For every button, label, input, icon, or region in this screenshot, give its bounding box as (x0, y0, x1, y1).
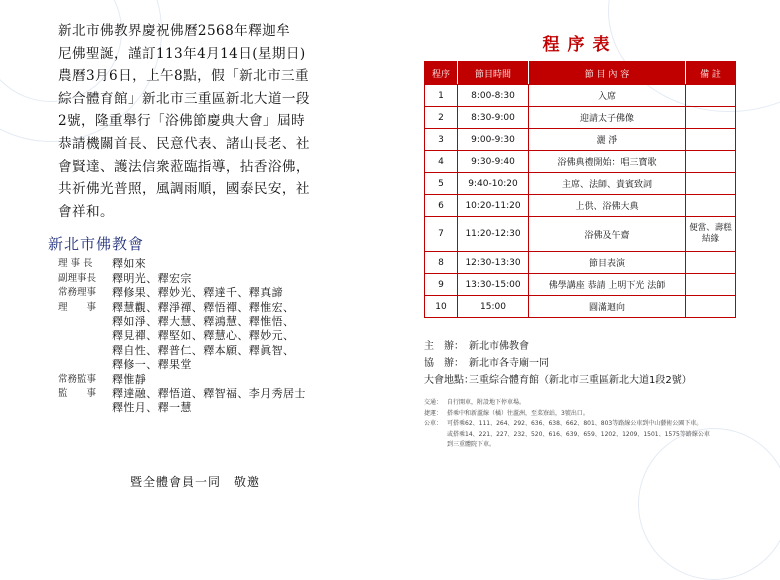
header-time: 節目時間 (458, 62, 529, 85)
info-value: 新北市各寺廟一同 (469, 358, 549, 369)
table-row (425, 252, 736, 274)
transport-mrt: 搭乘中和新蘆線（橘）往蘆洲，至菜寮站，3號出口。 (447, 409, 589, 417)
role-names: 釋如來 (112, 257, 147, 271)
info-value: 新北市佛教會 (469, 341, 529, 352)
roster-row-supervisors (58, 387, 378, 416)
cell-note (686, 173, 736, 195)
invitation-line: 共祈佛光普照，風調雨順，國泰民安，社 (58, 181, 310, 198)
cell-note (686, 129, 736, 151)
roster-row-vice-chairman (58, 272, 378, 286)
info-organizer (424, 338, 736, 355)
transport-bus-3: 到三重體院下車。 (447, 441, 496, 448)
cell-time: 15:00 (458, 296, 529, 318)
invitation-line: 農曆3月6日，上午8點，假「新北市三重 (58, 68, 310, 85)
header-step: 程序 (425, 62, 458, 85)
cell-item: 灑 淨 (529, 129, 686, 151)
role-title: 常務監事 (58, 373, 97, 385)
role-names: 釋慧觀、釋淨禪、釋悟禪、釋惟宏、 (112, 300, 295, 314)
cell-step: 10 (425, 296, 458, 318)
cell-step: 5 (425, 173, 458, 195)
table-row (425, 296, 736, 318)
mrt-label: 捷運： (424, 409, 443, 417)
table-header-row (425, 62, 736, 85)
cell-time: 10:20-11:20 (458, 195, 529, 217)
cell-time: 9:30-9:40 (458, 151, 529, 173)
roster-row-executive-supervisor (58, 373, 378, 387)
info-co-organizer (424, 355, 736, 372)
invitation-panel (48, 20, 378, 416)
officer-roster (58, 257, 378, 415)
role-names: 釋明光、釋宏宗 (112, 271, 192, 285)
cell-item: 主席、法師、貴賓致詞 (529, 173, 686, 195)
roster-row-chairman (58, 257, 378, 271)
table-row (425, 173, 736, 195)
cell-item: 迎請太子佛像 (529, 107, 686, 129)
cell-item: 入席 (529, 85, 686, 107)
info-venue (424, 372, 736, 389)
cell-time: 12:30-13:30 (458, 252, 529, 274)
cell-step: 9 (425, 274, 458, 296)
transport-bus-1: 可搭乘62、111、264、292、636、638、662、801、803等路線公車到中山藝術公園下車。 (447, 420, 703, 427)
cell-note (686, 252, 736, 274)
table-row (425, 217, 736, 252)
invitation-line: 恭請機關首長、民意代表、諸山長老、社 (58, 135, 310, 152)
role-names: 釋惟靜 (112, 372, 147, 386)
transport-bus-2: 或搭乘14、221、227、232、520、616、639、659、1202、1209、1501、1575等路線公車 (447, 430, 710, 438)
info-label: 大會地點： (424, 375, 474, 386)
closing-signature: 暨全體會員一同 敬邀 (130, 475, 261, 489)
cell-item: 浴佛典禮開始：唱三寶歌 (529, 151, 686, 173)
organization-name: 新北市佛教會 (48, 235, 145, 254)
cell-note (686, 296, 736, 318)
cell-item: 節目表演 (529, 252, 686, 274)
cell-step: 4 (425, 151, 458, 173)
cell-item: 浴佛及午齋 (529, 217, 686, 252)
cell-step: 2 (425, 107, 458, 129)
role-names: 釋修一、釋果堂 (112, 358, 192, 372)
table-row (425, 195, 736, 217)
cell-note (686, 274, 736, 296)
invitation-text (58, 20, 378, 223)
event-info (424, 338, 736, 389)
cell-note (686, 107, 736, 129)
cell-step: 3 (425, 129, 458, 151)
role-title: 常務理事 (58, 287, 97, 299)
role-title: 理 事 (58, 301, 97, 313)
role-title: 副理事長 (58, 272, 97, 284)
role-names: 釋修果、釋妙光、釋達千、釋真諦 (112, 286, 283, 300)
table-row (425, 274, 736, 296)
invitation-line: 尼佛聖誕，謹訂113年4月14日(星期日) (58, 45, 306, 62)
background-swirl-decoration (638, 428, 780, 580)
program-title: 程序表 (542, 35, 618, 55)
role-names: 釋性月、釋一慧 (112, 401, 192, 415)
table-row (425, 151, 736, 173)
header-note: 備 註 (686, 62, 736, 85)
info-value: 三重綜合體育館（新北市三重區新北大道1段2號） (469, 375, 692, 386)
cell-time: 9:00-9:30 (458, 129, 529, 151)
transport-label: 交通： (424, 399, 443, 406)
invitation-line: 會祥和。 (58, 203, 114, 220)
cell-note (686, 195, 736, 217)
invitation-line: 2號，隆重舉行「浴佛節慶典大會」屆時 (58, 113, 305, 130)
info-label: 協 辦： (424, 358, 464, 369)
table-row (425, 85, 736, 107)
role-title: 理 事 長 (58, 258, 93, 270)
cell-note (686, 85, 736, 107)
table-row (425, 129, 736, 151)
role-title: 監 事 (58, 388, 97, 399)
cell-time: 11:20-12:30 (458, 217, 529, 252)
invitation-line: 會賢達、護法信衆蒞臨指導，拈香浴佛， (58, 158, 310, 175)
role-names: 釋見禪、釋堅如、釋慧心、釋妙元、 (112, 329, 295, 343)
cell-item: 佛學講座 恭請 上明下光 法師 (529, 274, 686, 296)
role-names: 釋自性、釋普仁、釋本願、釋眞智、 (112, 343, 295, 357)
program-panel (424, 30, 736, 451)
cell-step: 6 (425, 195, 458, 217)
cell-note: 便當、壽糕結緣 (686, 217, 736, 252)
cell-time: 8:30-9:00 (458, 107, 529, 129)
cell-step: 7 (425, 217, 458, 252)
cell-time: 8:00-8:30 (458, 85, 529, 107)
bus-label: 公車： (424, 420, 443, 427)
cell-time: 9:40-10:20 (458, 173, 529, 195)
program-table (424, 61, 736, 318)
info-label: 主 辦： (424, 341, 464, 352)
transport-info (424, 398, 736, 451)
invitation-line: 綜合體育館」新北市三重區新北大道一段 (58, 90, 310, 107)
table-row (425, 107, 736, 129)
cell-step: 8 (425, 252, 458, 274)
roster-row-executive-directors (58, 286, 378, 300)
cell-item: 圓滿迴向 (529, 296, 686, 318)
role-names: 釋如淨、釋大慧、釋鴻慧、釋惟悟、 (112, 314, 295, 328)
roster-row-directors (58, 301, 378, 373)
cell-time: 13:30-15:00 (458, 274, 529, 296)
cell-note (686, 151, 736, 173)
cell-step: 1 (425, 85, 458, 107)
cell-item: 上供、浴佛大典 (529, 195, 686, 217)
transport-self-drive: 自行開車，附設地下停車場。 (447, 399, 526, 406)
invitation-line: 新北市佛教界慶祝佛曆2568年釋迦牟 (58, 23, 291, 39)
header-item: 節 目 內 容 (529, 62, 686, 85)
role-names: 釋達融、釋悟道、釋智福、李月秀居士 (112, 387, 306, 400)
